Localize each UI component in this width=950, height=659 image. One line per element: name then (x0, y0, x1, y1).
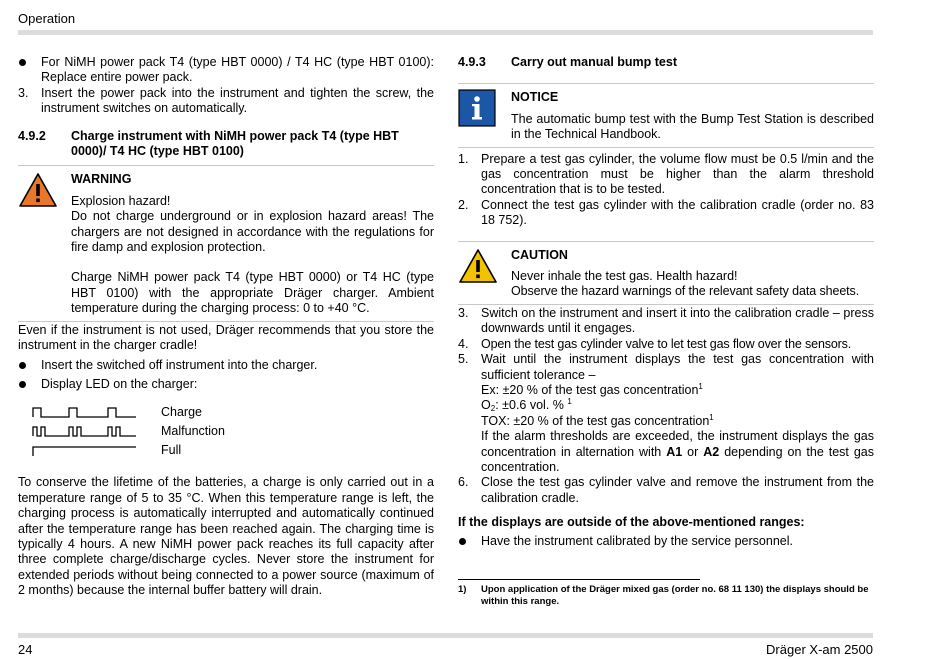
notice-box: NOTICE The automatic bump test with the Bump Test Station is described in the Technical Handbook. (458, 83, 874, 147)
footer-rule (18, 633, 873, 638)
caution-title: CAUTION (511, 247, 568, 262)
bullet-icon (19, 362, 26, 369)
list-item: 1. Prepare a test gas cylinder, the volume flow must be 0.5 l/min and the gas concentration must be higher than the alarm threshold concentration that is to be tested. (458, 151, 874, 197)
list-item: Have the instrument calibrated by the service personnel. (458, 534, 874, 549)
section-heading: 4.9.2 Charge instrument with NiMH power pack T4 (type HBT 0000)/ T4 HC (type HBT 0100) (18, 128, 399, 159)
outside-range-heading: If the displays are outside of the above-mentioned ranges: (458, 515, 805, 530)
warning-box: WARNING Explosion hazard! Do not charge underground or in explosion hazard areas! The chargers are not designed in accordance with the regulations for fire damp and explosion protection. Charge NiMH power pack T4 (type HBT 0000) or T4 HC (type HBT 0100) with the appropriate Dräger charger. Ambient temperature during the charging process: 0 to +40 °C. (18, 165, 434, 321)
led-full: Full (18, 442, 434, 461)
footnote: 1) Upon application of the Dräger mixed gas (order no. 68 11 130) the displays should be within this range. (458, 583, 869, 607)
led-blink-fast-icon (32, 424, 138, 438)
recommend-text: Even if the instrument is not used, Dräger recommends that you store the instrument in the charger cradle! (18, 322, 434, 353)
tolerance-tox: TOX: ±20 % of the test gas concentration$^1$ (481, 412, 714, 428)
led-charge: Charge (18, 404, 434, 423)
tolerance-o2: $O_2$: ±0.6 vol. % $^1$ (481, 397, 572, 414)
led-legend (18, 404, 434, 461)
header-rule (18, 30, 873, 35)
bullet-icon (459, 538, 466, 545)
bullet-icon (19, 381, 26, 388)
warning-title: WARNING (71, 172, 132, 187)
info-icon (458, 89, 496, 127)
notice-title: NOTICE (511, 90, 559, 105)
alarm-text: If the alarm thresholds are exceeded, the instrument displays the gas concentration in alternation with A1 or A2 depending on the test gas concentration. (481, 429, 875, 474)
section-heading: 4.9.3 Carry out manual bump test (458, 55, 677, 69)
left-column (18, 55, 434, 599)
caution-box: CAUTION Never inhale the test gas. Health hazard! Observe the hazard warnings of the relevant safety data sheets. (458, 241, 874, 305)
list-item: Display LED on the charger: (18, 377, 434, 392)
list-item: 3. Insert the power pack into the instrument and tighten the screw, the instrument switches on automatically. (18, 85, 434, 116)
conserve-paragraph: To conserve the lifetime of the batteries, a charge is only carried out in a temperature range of 5 to 35 °C. When this temperature range is left, the charging process is automatically interrupted and automatically continued after the temperature range has been reached again. The charging time is typically 4 hours. A new NiMH power pack reaches its full capacity after three complete charge/discharge cycles. Never store the instrument for extended periods without being connected to a power source (maximum of 2 months) because the internal buffer battery will drain. (18, 475, 434, 598)
list-item: 2. Connect the test gas cylinder with the calibration cradle (order no. 83 18 752). (458, 197, 874, 228)
bullet-icon (19, 59, 26, 66)
caution-triangle-icon (458, 248, 498, 284)
product-name: Dräger X-am 2500 (766, 642, 873, 657)
list-item: Insert the switched off instrument into the charger. (18, 358, 434, 373)
right-column (458, 55, 874, 608)
footnote-rule (458, 579, 700, 580)
led-malfunction: Malfunction (18, 423, 434, 442)
list-item: 3. Switch on the instrument and insert it into the calibration cradle – press downwards until it engages. (458, 305, 874, 336)
running-header: Operation (18, 11, 76, 26)
list-item: 6. Close the test gas cylinder valve and remove the instrument from the calibration cradle. (458, 475, 874, 505)
led-steady-icon (32, 443, 138, 457)
page-number: 24 (18, 642, 33, 657)
list-item: 5. Wait until the instrument displays the test gas concentration with sufficient tolerance – Ex: ±20 % of the test gas concentration$^1$ $O_2$: ±0.6 vol. % $^1$ TOX: ±20 % of the test gas concentration$^1$ If the alarm thresholds are exceeded, the instrument displays the gas concentration in alternation with A1 or A2 depending on the test gas concentration. (458, 352, 875, 474)
list-item: 4. Open the test gas cylinder valve to let test gas flow over the sensors. (458, 336, 852, 351)
tolerance-ex: Ex: ±20 % of the test gas concentration$^1$ (481, 381, 703, 397)
list-item: For NiMH power pack T4 (type HBT 0000) / T4 HC (type HBT 0100): Replace entire power pack. (18, 55, 434, 86)
led-blink-slow-icon (32, 405, 138, 419)
warning-triangle-icon (18, 172, 58, 208)
